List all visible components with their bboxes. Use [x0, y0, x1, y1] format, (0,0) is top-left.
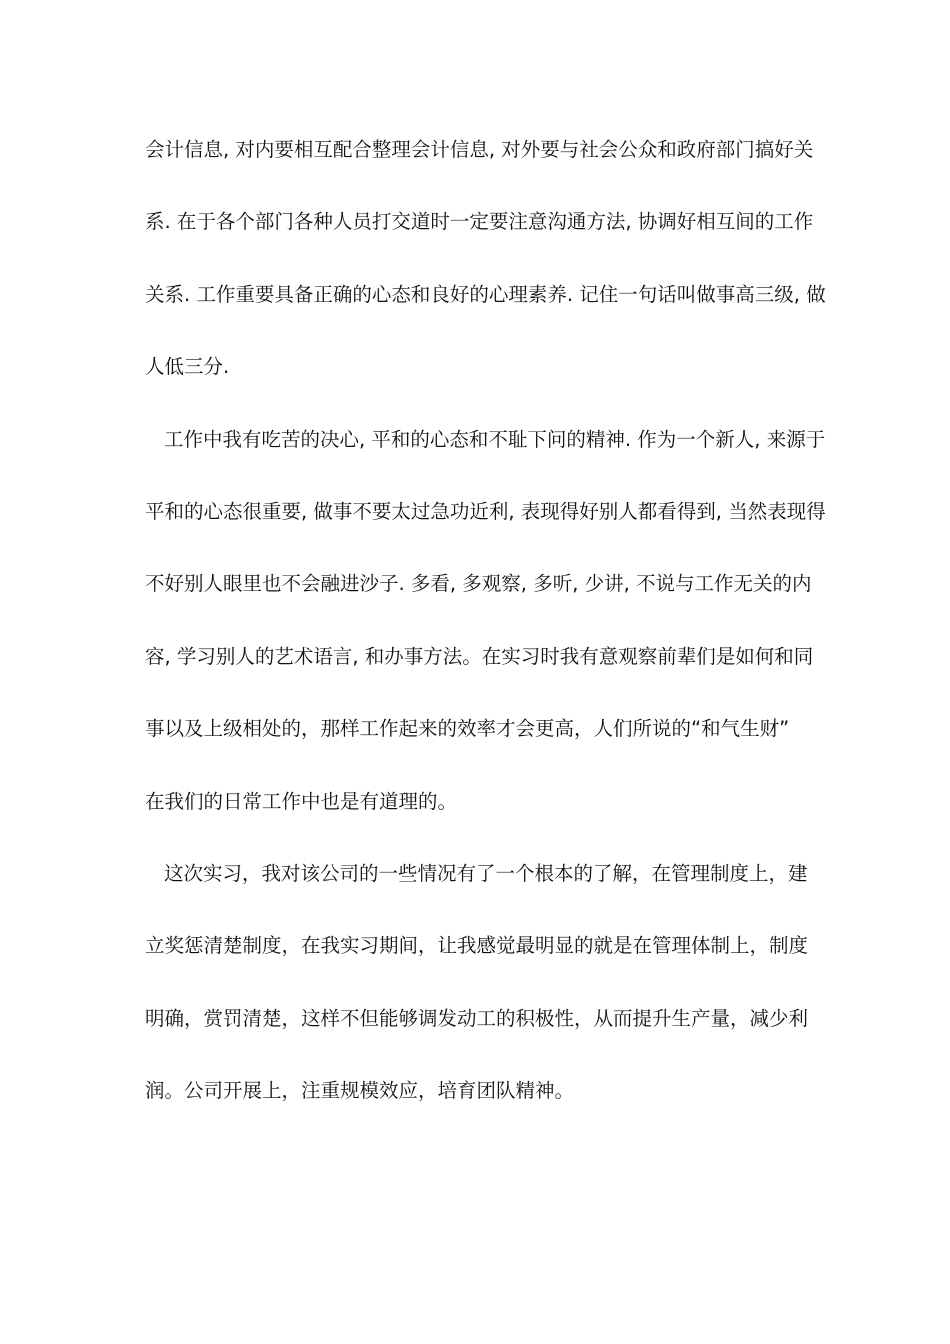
text-line: 润。公司开展上，注重规模效应，培育团队精神。 — [145, 1079, 575, 1103]
text-line: 关系. 工作重要具备正确的心态和良好的心理素养. 记住一句话叫做事高三级, 做 — [145, 282, 826, 306]
paragraph-start-line: 这次实习，我对该公司的一些情况有了一个根本的了解，在管理制度上，建 — [164, 861, 808, 885]
text-line: 在我们的日常工作中也是有道理的。 — [145, 789, 458, 813]
text-line: 事以及上级相处的，那样工作起来的效率才会更高，人们所说的“和气生财” — [145, 717, 790, 741]
text-line: 会计信息, 对内要相互配合整理会计信息, 对外要与社会公众和政府部门搞好关 — [145, 138, 814, 161]
text-line: 容, 学习别人的艺术语言, 和办事方法。在实习时我有意观察前辈们是如何和同 — [145, 644, 814, 668]
text-line: 系. 在于各个部门各种人员打交道时一定要注意沟通方法, 协调好相互间的工作 — [145, 210, 814, 234]
text-line: 明确，赏罚清楚，这样不但能够调发动工的积极性，从而提升生产量，减少利 — [145, 1006, 809, 1030]
text-line: 立奖惩清楚制度，在我实习期间，让我感觉最明显的就是在管理体制上，制度 — [145, 934, 809, 958]
text-line: 平和的心态很重要, 做事不要太过急功近利, 表现得好别人都看得到, 当然表现得 — [145, 499, 826, 523]
text-line: 人低三分. — [145, 355, 230, 379]
paragraph-start-line: 工作中我有吃苦的决心, 平和的心态和不耻下问的精神. 作为一个新人, 来源于 — [164, 427, 826, 451]
body-text — [145, 128, 826, 1141]
text-line: 不好别人眼里也不会融进沙子. 多看, 多观察, 多听, 少讲, 不说与工作无关的内 — [145, 572, 812, 596]
